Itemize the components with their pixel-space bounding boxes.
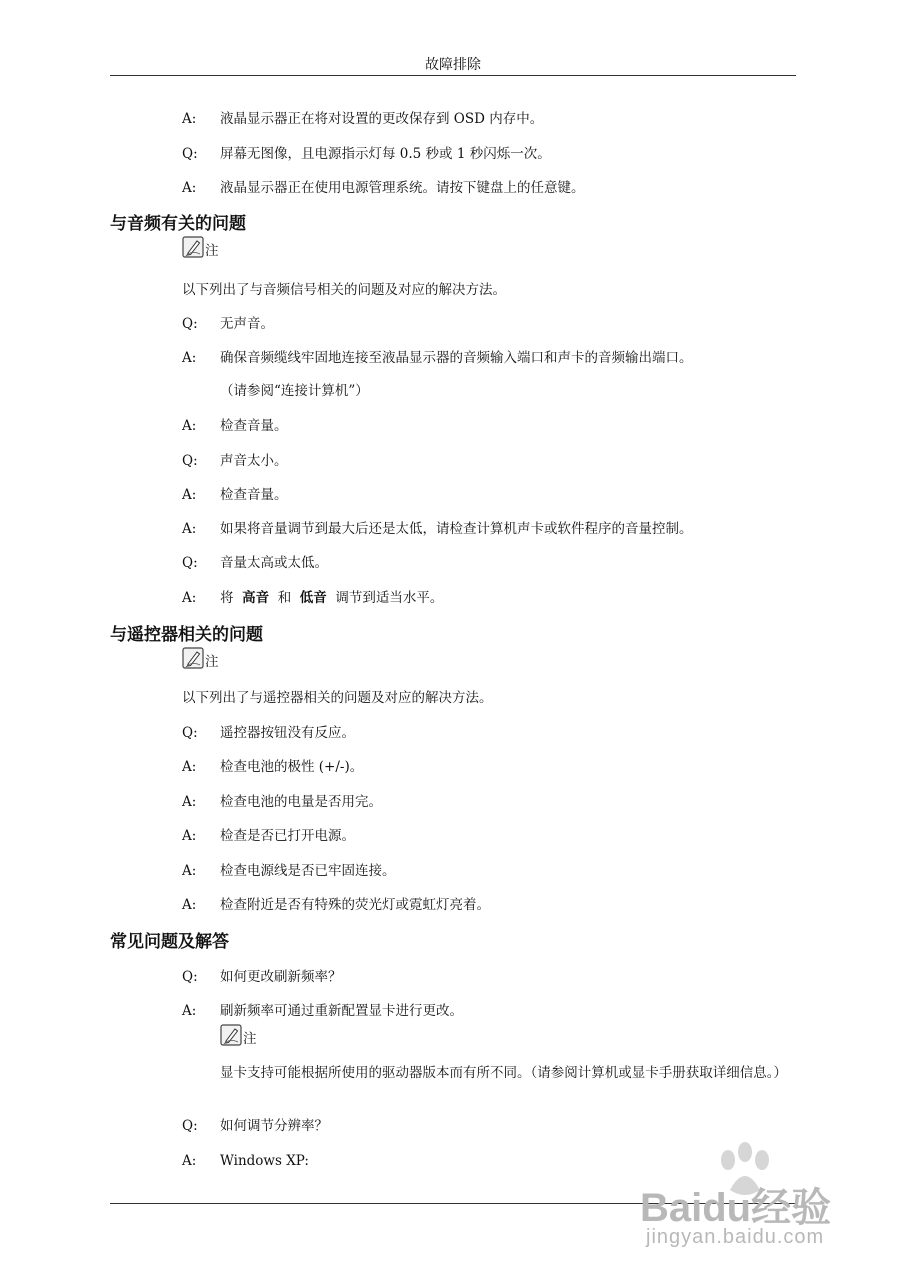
qa-label: A: — [182, 863, 197, 879]
qa-text: 检查附近是否有特殊的荧光灯或霓虹灯亮着。 — [220, 897, 490, 913]
qa-label: Q: — [182, 1118, 198, 1134]
qa-label: A: — [182, 794, 197, 810]
qa-label: A: — [182, 1003, 197, 1019]
qa-label: A: — [182, 180, 197, 196]
qa-label: A: — [182, 111, 197, 127]
qa-row — [182, 1000, 802, 1022]
section-heading-audio: 与音频有关的问题 — [110, 214, 246, 234]
section-heading-faq: 常见问题及解答 — [110, 932, 229, 952]
qa-label: A: — [182, 897, 197, 913]
qa-label: A: — [182, 1153, 197, 1169]
page-header — [110, 0, 796, 78]
qa-text: 确保音频缆线牢固地连接至液晶显示器的音频输入端口和声卡的音频输出端口。 — [220, 350, 693, 366]
qa-row — [182, 415, 802, 437]
qa-text-part: 和 — [277, 590, 292, 606]
note-intro: 以下列出了与遥控器相关的问题及对应的解决方法。 — [182, 690, 493, 706]
qa-text: （请参阅“连接计算机”） — [220, 383, 369, 399]
qa-text: 音量太高或太低。 — [220, 555, 328, 571]
qa-text: Windows XP: — [220, 1153, 309, 1169]
note-pencil-icon — [220, 1024, 242, 1046]
qa-text: 检查电源线是否已牢固连接。 — [220, 863, 396, 879]
note-intro: 以下列出了与音频信号相关的问题及对应的解决方法。 — [182, 282, 506, 298]
qa-label: A: — [182, 828, 197, 844]
qa-row — [182, 450, 802, 472]
qa-row — [182, 380, 802, 402]
qa-row — [182, 1115, 802, 1137]
qa-label: Q: — [182, 725, 198, 741]
qa-text: 遥控器按钮没有反应。 — [220, 725, 355, 741]
qa-text: 如果将音量调节到最大后还是太低，请检查计算机声卡或软件程序的音量控制。 — [220, 521, 693, 537]
qa-text: 液晶显示器正在使用电源管理系统。请按下键盘上的任意键。 — [220, 180, 585, 196]
qa-row — [182, 143, 802, 165]
qa-text: 检查电池的电量是否用完。 — [220, 794, 382, 810]
qa-row — [182, 791, 802, 813]
qa-label: A: — [182, 350, 197, 366]
qa-text-part: 调节到适当水平。 — [335, 590, 444, 606]
qa-text: 液晶显示器正在将对设置的更改保存到 OSD 内存中。 — [220, 111, 544, 127]
qa-row — [182, 108, 802, 130]
qa-text: 检查音量。 — [220, 487, 288, 503]
qa-label: Q: — [182, 146, 198, 162]
note-label: 注 — [205, 654, 219, 670]
qa-row — [182, 313, 802, 335]
qa-text: 检查电池的极性 (+/-)。 — [220, 759, 364, 775]
qa-text: 屏幕无图像，且电源指示灯每 0.5 秒或 1 秒闪烁一次。 — [220, 146, 551, 162]
qa-row — [182, 587, 802, 609]
header-title: 故障排除 — [425, 57, 481, 73]
qa-row — [182, 966, 802, 988]
watermark-brand: Baidu经验 — [640, 1186, 832, 1230]
qa-row — [182, 177, 802, 199]
qa-row — [182, 484, 802, 506]
note-label: 注 — [205, 243, 219, 259]
bass-term: 低音 — [299, 590, 327, 606]
qa-label: A: — [182, 418, 197, 434]
qa-label: A: — [182, 487, 197, 503]
qa-text: 如何更改刷新频率？ — [220, 969, 342, 985]
note-pencil-icon — [182, 236, 204, 258]
qa-row — [182, 756, 802, 778]
qa-row — [182, 722, 802, 744]
note-pencil-icon — [182, 647, 204, 669]
note-label: 注 — [243, 1031, 257, 1047]
treble-term: 高音 — [242, 590, 270, 606]
section-heading-remote: 与遥控器相关的问题 — [110, 625, 263, 645]
qa-label: Q: — [182, 969, 198, 985]
header-divider — [110, 75, 796, 76]
qa-text-part: 将 — [220, 590, 234, 606]
qa-row — [182, 552, 802, 574]
qa-row — [182, 347, 802, 369]
baidu-watermark — [640, 1140, 880, 1260]
qa-row — [182, 894, 802, 916]
watermark-url: jingyan.baidu.com — [646, 1226, 825, 1248]
qa-row — [182, 860, 802, 882]
qa-label: A: — [182, 590, 197, 606]
qa-label: Q: — [182, 555, 198, 571]
qa-text: 检查是否已打开电源。 — [220, 828, 355, 844]
qa-text: 刷新频率可通过重新配置显卡进行更改。 — [220, 1003, 463, 1019]
qa-label: A: — [182, 759, 197, 775]
qa-text: 检查音量。 — [220, 418, 288, 434]
qa-row — [182, 825, 802, 847]
note-body: 显卡支持可能根据所使用的驱动器版本而有所不同。（请参阅计算机或显卡手册获取详细信息。） — [220, 1065, 787, 1081]
qa-label: Q: — [182, 316, 198, 332]
qa-row — [182, 518, 802, 540]
qa-label: Q: — [182, 453, 198, 469]
qa-text: 无声音。 — [220, 316, 274, 332]
qa-label: A: — [182, 521, 197, 537]
qa-text: 如何调节分辨率？ — [220, 1118, 328, 1134]
qa-text: 声音太小。 — [220, 453, 288, 469]
